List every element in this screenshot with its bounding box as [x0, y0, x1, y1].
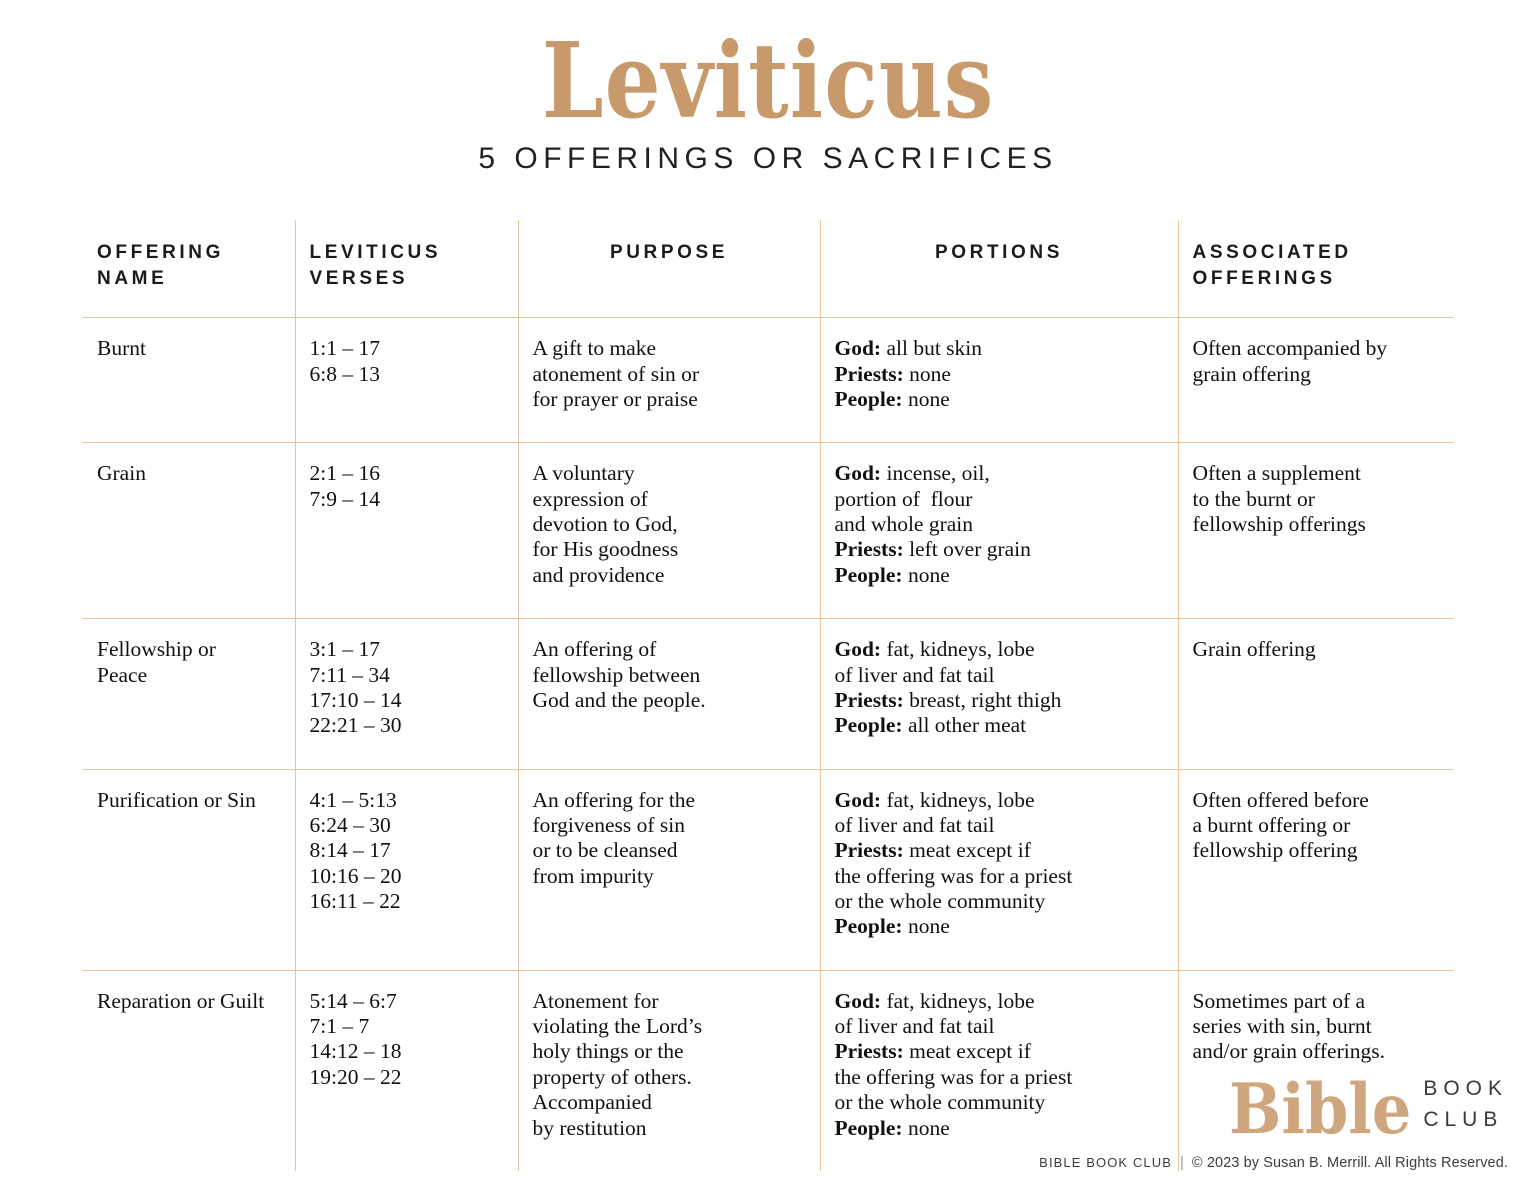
- footer-separator: |: [1180, 1154, 1184, 1171]
- cell-purpose: [518, 619, 820, 769]
- text-line: 7:9 – 14: [309, 486, 380, 511]
- cell-portions: [820, 619, 1178, 769]
- cell-associated-offerings: [1178, 619, 1453, 769]
- text-line: Purification or Sin: [97, 787, 256, 812]
- table-header: [83, 220, 1453, 317]
- footer-brand: BIBLE BOOK CLUB: [1039, 1155, 1172, 1170]
- portion-label: God:: [834, 637, 882, 662]
- portion-text: incense, oil,: [881, 461, 990, 486]
- column-header-offering-name: [83, 220, 295, 317]
- column-header-line-2: NAME: [97, 267, 168, 289]
- portion-line: [835, 362, 1160, 387]
- portion-text: the offering was for a priest: [834, 1064, 1073, 1089]
- text-line: 19:20 – 22: [309, 1064, 402, 1089]
- portion-label: People:: [834, 713, 903, 738]
- table-row: [83, 619, 1453, 769]
- text-line: devotion to God,: [532, 512, 678, 537]
- text-line: 7:11 – 34: [309, 662, 390, 687]
- text-line: expression of: [532, 486, 648, 511]
- text-line: Accompanied: [532, 1090, 652, 1115]
- portion-label: Priests:: [834, 838, 904, 863]
- cell-leviticus-verses: [295, 769, 518, 970]
- portion-text: fat, kidneys, lobe: [881, 787, 1035, 812]
- logo-subtext-club: CLUB: [1423, 1107, 1504, 1131]
- cell-portions: [820, 443, 1178, 619]
- text-line: atonement of sin or: [532, 361, 700, 386]
- portion-text: breast, right thigh: [903, 687, 1062, 712]
- cell-leviticus-verses: [295, 443, 518, 619]
- text-line: 6:8 – 13: [309, 361, 380, 386]
- column-header-associated-offerings: [1178, 220, 1453, 317]
- text-line: God and the people.: [532, 687, 706, 712]
- text-line: 4:1 – 5:13: [309, 787, 397, 812]
- portion-label: People:: [834, 387, 903, 412]
- column-header-portions: [820, 220, 1178, 317]
- table-row: [83, 443, 1453, 619]
- logo-subtext-book: BOOK: [1423, 1077, 1508, 1101]
- cell-associated-offerings: [1178, 318, 1453, 443]
- column-header-line-1: ASSOCIATED: [1192, 242, 1352, 264]
- portion-line: [835, 864, 1160, 889]
- text-line: Fellowship or: [97, 637, 216, 662]
- cell-portions: [820, 318, 1178, 443]
- text-line: 16:11 – 22: [309, 889, 401, 914]
- text-line: 8:14 – 17: [309, 838, 391, 863]
- portion-text: portion of flour: [834, 486, 973, 511]
- text-line: Often offered before: [1192, 787, 1369, 812]
- table-body: [83, 318, 1453, 1171]
- portion-line: [835, 989, 1160, 1014]
- portion-text: of liver and fat tail: [834, 1014, 995, 1039]
- portion-label: God:: [834, 787, 882, 812]
- portion-line: [835, 713, 1160, 738]
- text-line: An offering for the: [532, 787, 696, 812]
- text-line: 2:1 – 16: [309, 461, 380, 486]
- portion-line: [835, 461, 1160, 486]
- portion-line: [835, 788, 1160, 813]
- column-header-leviticus-verses: [295, 220, 518, 317]
- page-title: Leviticus: [541, 18, 995, 142]
- portion-label: Priests:: [834, 1039, 904, 1064]
- text-line: 5:14 – 6:7: [309, 988, 397, 1013]
- portion-text: none: [902, 562, 950, 587]
- offerings-table: [83, 220, 1453, 1171]
- portion-line: [835, 889, 1160, 914]
- portion-label: Priests:: [834, 687, 904, 712]
- text-line: and providence: [532, 562, 665, 587]
- cell-portions: [820, 970, 1178, 1171]
- column-header-purpose: [518, 220, 820, 317]
- cell-offering-name: [83, 318, 295, 443]
- portion-text: meat except if: [903, 838, 1031, 863]
- text-line: 7:1 – 7: [309, 1014, 370, 1039]
- text-line: or to be cleansed: [532, 838, 678, 863]
- text-line: and/or grain offerings.: [1192, 1039, 1385, 1064]
- text-line: 22:21 – 30: [309, 713, 402, 738]
- portion-line: [835, 1039, 1160, 1064]
- text-line: Atonement for: [532, 988, 659, 1013]
- text-line: forgiveness of sin: [532, 812, 685, 837]
- portion-line: [835, 387, 1160, 412]
- cell-purpose: [518, 970, 820, 1171]
- page-subtitle: 5 OFFERINGS OR SACRIFICES: [478, 142, 1058, 176]
- text-line: by restitution: [532, 1115, 647, 1140]
- portion-text: or the whole community: [834, 889, 1046, 914]
- portion-text: of liver and fat tail: [834, 812, 995, 837]
- cell-leviticus-verses: [295, 318, 518, 443]
- column-header-line-1: PURPOSE: [609, 242, 729, 264]
- portion-line: [835, 563, 1160, 588]
- portion-text: none: [902, 1115, 950, 1140]
- portion-text: all other meat: [902, 713, 1027, 738]
- text-line: holy things or the: [532, 1039, 684, 1064]
- column-header-line-1: OFFERING: [97, 242, 224, 264]
- cell-associated-offerings: [1178, 769, 1453, 970]
- portion-line: [835, 1065, 1160, 1090]
- portion-line: [835, 1090, 1160, 1115]
- text-line: from impurity: [532, 863, 654, 888]
- page-header: [0, 0, 1536, 176]
- text-line: A voluntary: [532, 461, 635, 486]
- text-line: Peace: [97, 662, 148, 687]
- portion-label: Priests:: [834, 361, 904, 386]
- table-row: [83, 318, 1453, 443]
- portion-text: none: [902, 387, 950, 412]
- footer-bar: [1039, 1154, 1508, 1171]
- portion-text: none: [902, 914, 950, 939]
- portion-text: fat, kidneys, lobe: [881, 637, 1035, 662]
- portion-line: [835, 1116, 1160, 1141]
- column-header-line-2: OFFERINGS: [1192, 267, 1336, 289]
- logo-subtext: [1423, 1074, 1508, 1141]
- portion-text: none: [903, 361, 951, 386]
- cell-offering-name: [83, 970, 295, 1171]
- portion-text: left over grain: [903, 537, 1031, 562]
- cell-purpose: [518, 318, 820, 443]
- text-line: 17:10 – 14: [309, 687, 402, 712]
- portion-line: [835, 1014, 1160, 1039]
- cell-associated-offerings: [1178, 443, 1453, 619]
- cell-offering-name: [83, 769, 295, 970]
- portion-line: [835, 838, 1160, 863]
- text-line: 10:16 – 20: [309, 863, 402, 888]
- portion-text: and whole grain: [834, 512, 974, 537]
- portion-line: [835, 914, 1160, 939]
- text-line: to the burnt or: [1192, 486, 1315, 511]
- portion-line: [835, 663, 1160, 688]
- table-row: [83, 769, 1453, 970]
- portion-text: meat except if: [903, 1039, 1031, 1064]
- cell-offering-name: [83, 443, 295, 619]
- cell-purpose: [518, 443, 820, 619]
- portion-label: People:: [834, 914, 903, 939]
- portion-line: [835, 336, 1160, 361]
- portion-label: God:: [834, 988, 882, 1013]
- portion-label: Priests:: [834, 537, 904, 562]
- portion-text: fat, kidneys, lobe: [881, 988, 1035, 1013]
- portion-text: or the whole community: [834, 1090, 1046, 1115]
- table-header-row: [83, 220, 1453, 317]
- text-line: fellowship between: [532, 662, 701, 687]
- text-line: a burnt offering or: [1192, 812, 1351, 837]
- portion-line: [835, 813, 1160, 838]
- bible-book-club-logo: [1229, 1068, 1508, 1150]
- portion-line: [835, 487, 1160, 512]
- cell-portions: [820, 769, 1178, 970]
- text-line: Sometimes part of a: [1192, 988, 1366, 1013]
- portion-label: God:: [834, 336, 882, 361]
- text-line: for prayer or praise: [532, 387, 698, 412]
- column-header-line-1: PORTIONS: [934, 242, 1064, 264]
- text-line: Often a supplement: [1192, 461, 1361, 486]
- text-line: Grain offering: [1192, 637, 1316, 662]
- text-line: 14:12 – 18: [309, 1039, 402, 1064]
- portion-line: [835, 512, 1160, 537]
- portion-label: God:: [834, 461, 882, 486]
- text-line: 1:1 – 17: [309, 336, 380, 361]
- portion-line: [835, 537, 1160, 562]
- text-line: violating the Lord’s: [532, 1014, 703, 1039]
- text-line: property of others.: [532, 1064, 692, 1089]
- text-line: Often accompanied by: [1192, 336, 1388, 361]
- text-line: Burnt: [97, 336, 146, 361]
- text-line: 3:1 – 17: [309, 637, 380, 662]
- portion-text: of liver and fat tail: [834, 662, 995, 687]
- text-line: Reparation or Guilt: [97, 988, 265, 1013]
- cell-purpose: [518, 769, 820, 970]
- text-line: 6:24 – 30: [309, 812, 391, 837]
- portion-label: People:: [834, 1115, 903, 1140]
- portion-line: [835, 637, 1160, 662]
- text-line: A gift to make: [532, 336, 657, 361]
- logo-wordmark: Bible: [1229, 1068, 1412, 1150]
- text-line: for His goodness: [532, 537, 679, 562]
- portion-text: the offering was for a priest: [834, 863, 1073, 888]
- cell-leviticus-verses: [295, 970, 518, 1171]
- cell-offering-name: [83, 619, 295, 769]
- text-line: grain offering: [1192, 361, 1311, 386]
- column-header-line-2: VERSES: [309, 267, 409, 289]
- text-line: fellowship offering: [1192, 838, 1358, 863]
- cell-leviticus-verses: [295, 619, 518, 769]
- text-line: fellowship offerings: [1192, 512, 1366, 537]
- text-line: series with sin, burnt: [1192, 1014, 1372, 1039]
- footer-copyright: © 2023 by Susan B. Merrill. All Rights Reserved.: [1191, 1154, 1508, 1171]
- offerings-table-container: [83, 220, 1453, 1171]
- portion-text: all but skin: [881, 336, 983, 361]
- portion-line: [835, 688, 1160, 713]
- portion-label: People:: [834, 562, 903, 587]
- text-line: An offering of: [532, 637, 657, 662]
- text-line: Grain: [97, 461, 146, 486]
- column-header-line-1: LEVITICUS: [309, 242, 442, 264]
